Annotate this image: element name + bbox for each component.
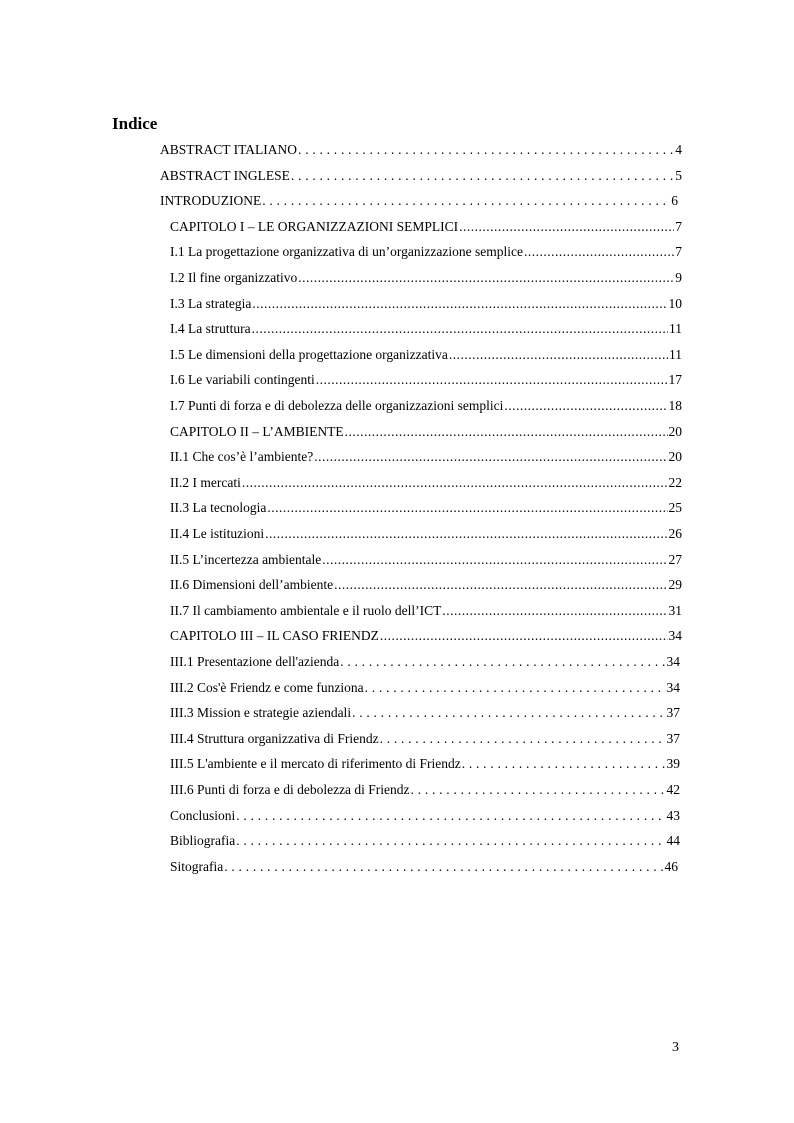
toc-entry[interactable] — [170, 445, 682, 465]
toc-entry-label: II.3 La tecnologia — [170, 500, 267, 516]
toc-entry-label: I.6 Le variabili contingenti — [170, 372, 315, 388]
toc-entry-label: II.6 Dimensioni dell’ambiente — [170, 577, 334, 593]
toc-entry-label: I.4 La struttura — [170, 321, 251, 337]
toc-dot-leader — [365, 680, 666, 696]
toc-entry-label: I.3 La strategia — [170, 295, 252, 311]
toc-entry-label: II.7 Il cambiamento ambientale e il ruolo dell’ICT — [170, 602, 442, 618]
toc-entry-label: III.6 Punti di forza e di debolezza di Friendz — [170, 782, 410, 797]
toc-entry-label: I.1 La progettazione organizzativa di un’organizzazione semplice — [170, 244, 523, 260]
toc-entry-page: 7 — [675, 244, 682, 260]
toc-entry-page: 7 — [675, 218, 682, 234]
toc-dot-leader — [462, 756, 666, 772]
toc-entry-page: 34 — [668, 628, 682, 644]
toc-entry-page: 37 — [666, 705, 680, 721]
toc-entry[interactable] — [170, 624, 682, 644]
toc-entry-page: 11 — [669, 346, 682, 362]
toc-dot-leader — [236, 808, 665, 824]
toc-dot-leader — [322, 552, 667, 568]
toc-entry-page: 10 — [668, 295, 682, 311]
toc-entry-label: Bibliografia — [170, 833, 236, 849]
toc-dot-leader — [298, 270, 674, 286]
toc-entry[interactable] — [160, 164, 682, 184]
toc-entry-page: 43 — [666, 807, 680, 823]
toc-entry-page: 9 — [675, 270, 682, 285]
toc-entry[interactable] — [170, 317, 682, 337]
toc-entry-page: 18 — [668, 398, 682, 413]
toc-entry-page: 44 — [666, 833, 680, 849]
toc-entry-label: III.1 Presentazione dell'azienda — [170, 654, 340, 669]
toc-entry-label: II.2 I mercati — [170, 474, 241, 490]
toc-entry-page: 27 — [668, 551, 682, 567]
toc-entry-label: INTRODUZIONE — [160, 193, 262, 209]
toc-entry[interactable] — [170, 496, 682, 516]
toc-entry-label: I.5 Le dimensioni della progettazione organizzativa — [170, 346, 448, 362]
toc-entry-label: ABSTRACT ITALIANO — [160, 142, 298, 157]
toc-entry-label: I.7 Punti di forza e di debolezza delle organizzazioni semplici — [170, 398, 504, 413]
toc-entry[interactable] — [170, 266, 682, 286]
toc-entry[interactable] — [170, 240, 682, 260]
toc-dot-leader — [449, 347, 668, 363]
toc-entry[interactable] — [170, 368, 682, 388]
toc-entry-page: 11 — [669, 321, 682, 337]
toc-entry-label: ABSTRACT INGLESE — [160, 167, 290, 183]
toc-entry-label: Sitografia — [170, 858, 224, 874]
toc-dot-leader — [352, 705, 665, 721]
toc-entry-page: 5 — [675, 167, 682, 183]
toc-entry-label: CAPITOLO I – LE ORGANIZZAZIONI SEMPLICI — [170, 218, 459, 234]
toc-dot-leader — [380, 628, 668, 644]
toc-entry-page: 26 — [668, 526, 682, 541]
toc-entry-label: CAPITOLO III – IL CASO FRIENDZ — [170, 628, 379, 644]
toc-entry-page: 39 — [666, 756, 680, 772]
toc-entry-page: 34 — [666, 654, 680, 669]
toc-dot-leader — [314, 449, 667, 465]
toc-entry[interactable] — [170, 522, 682, 542]
toc-entry-page: 42 — [666, 782, 680, 797]
toc-entry[interactable] — [170, 804, 680, 824]
toc-dot-leader — [380, 731, 666, 747]
toc-entry[interactable] — [170, 471, 682, 491]
toc-entry-page: 20 — [668, 423, 682, 439]
toc-dot-leader — [442, 603, 667, 619]
toc-entry[interactable] — [160, 138, 682, 158]
toc-dot-leader — [411, 782, 666, 798]
toc-entry-page: 37 — [666, 730, 680, 746]
toc-dot-leader — [262, 193, 670, 209]
toc-dot-leader — [252, 321, 668, 337]
toc-entry[interactable] — [170, 394, 682, 414]
toc-entry[interactable] — [170, 292, 682, 312]
toc-entry-page: 25 — [668, 500, 682, 516]
toc-entry-page: 4 — [675, 142, 682, 157]
toc-entry[interactable] — [170, 343, 682, 363]
toc-entry[interactable] — [170, 829, 680, 849]
toc-entry-page: 20 — [668, 449, 682, 465]
toc-entry-page: 29 — [668, 577, 682, 593]
toc-dot-leader — [504, 398, 667, 414]
toc-dot-leader — [242, 475, 668, 491]
toc-entry[interactable] — [170, 752, 680, 772]
toc-dot-leader — [298, 142, 674, 158]
toc-dot-leader — [340, 654, 665, 670]
toc-entry-label: III.4 Struttura organizzativa di Friendz — [170, 730, 379, 746]
toc-entry-label: III.3 Mission e strategie aziendali — [170, 705, 352, 721]
toc-entry-page: 34 — [666, 679, 680, 695]
toc-entry-label: II.4 Le istituzioni — [170, 526, 265, 541]
toc-entry-page: 31 — [668, 602, 682, 618]
toc-entry-page: 46 — [664, 858, 678, 874]
toc-entry[interactable] — [170, 676, 680, 696]
toc-entry-page: 17 — [668, 372, 682, 388]
toc-dot-leader — [345, 424, 668, 440]
toc-entry-label: II.1 Che cos’è l’ambiente? — [170, 449, 314, 465]
toc-dot-leader — [224, 859, 663, 875]
toc-entry[interactable] — [170, 778, 680, 798]
toc-entry[interactable] — [170, 701, 680, 721]
toc-dot-leader — [334, 577, 667, 593]
toc-entry[interactable] — [170, 215, 682, 235]
toc-entry-label: I.2 Il fine organizzativo — [170, 270, 298, 285]
toc-dot-leader — [291, 168, 674, 184]
toc-entry[interactable] — [170, 573, 682, 593]
toc-dot-leader — [236, 833, 665, 849]
page-number: 3 — [672, 1040, 679, 1055]
toc-entry[interactable] — [170, 599, 682, 619]
toc-dot-leader — [316, 372, 668, 388]
toc-entry-label: Conclusioni — [170, 807, 236, 823]
toc-entry-label: III.5 L'ambiente e il mercato di riferimento di Friendz — [170, 756, 461, 772]
toc-entry[interactable] — [170, 548, 682, 568]
toc-dot-leader — [459, 219, 674, 235]
toc-entry[interactable] — [170, 855, 678, 875]
toc-dot-leader — [267, 500, 667, 516]
toc-dot-leader — [265, 526, 667, 542]
toc-entry-label: II.5 L’incertezza ambientale — [170, 551, 322, 567]
toc-entry[interactable] — [170, 420, 682, 440]
toc-entry[interactable] — [170, 650, 680, 670]
page-title: Indice — [112, 114, 158, 133]
toc-entry-label: CAPITOLO II – L’AMBIENTE — [170, 423, 344, 439]
toc-entry[interactable] — [160, 189, 678, 209]
toc-dot-leader — [252, 296, 667, 312]
toc-entry-page: 6 — [671, 193, 678, 209]
toc-entry[interactable] — [170, 727, 680, 747]
toc-entry-label: III.2 Cos'è Friendz e come funziona — [170, 679, 364, 695]
toc-dot-leader — [524, 244, 674, 260]
toc-entry-page: 22 — [668, 474, 682, 490]
